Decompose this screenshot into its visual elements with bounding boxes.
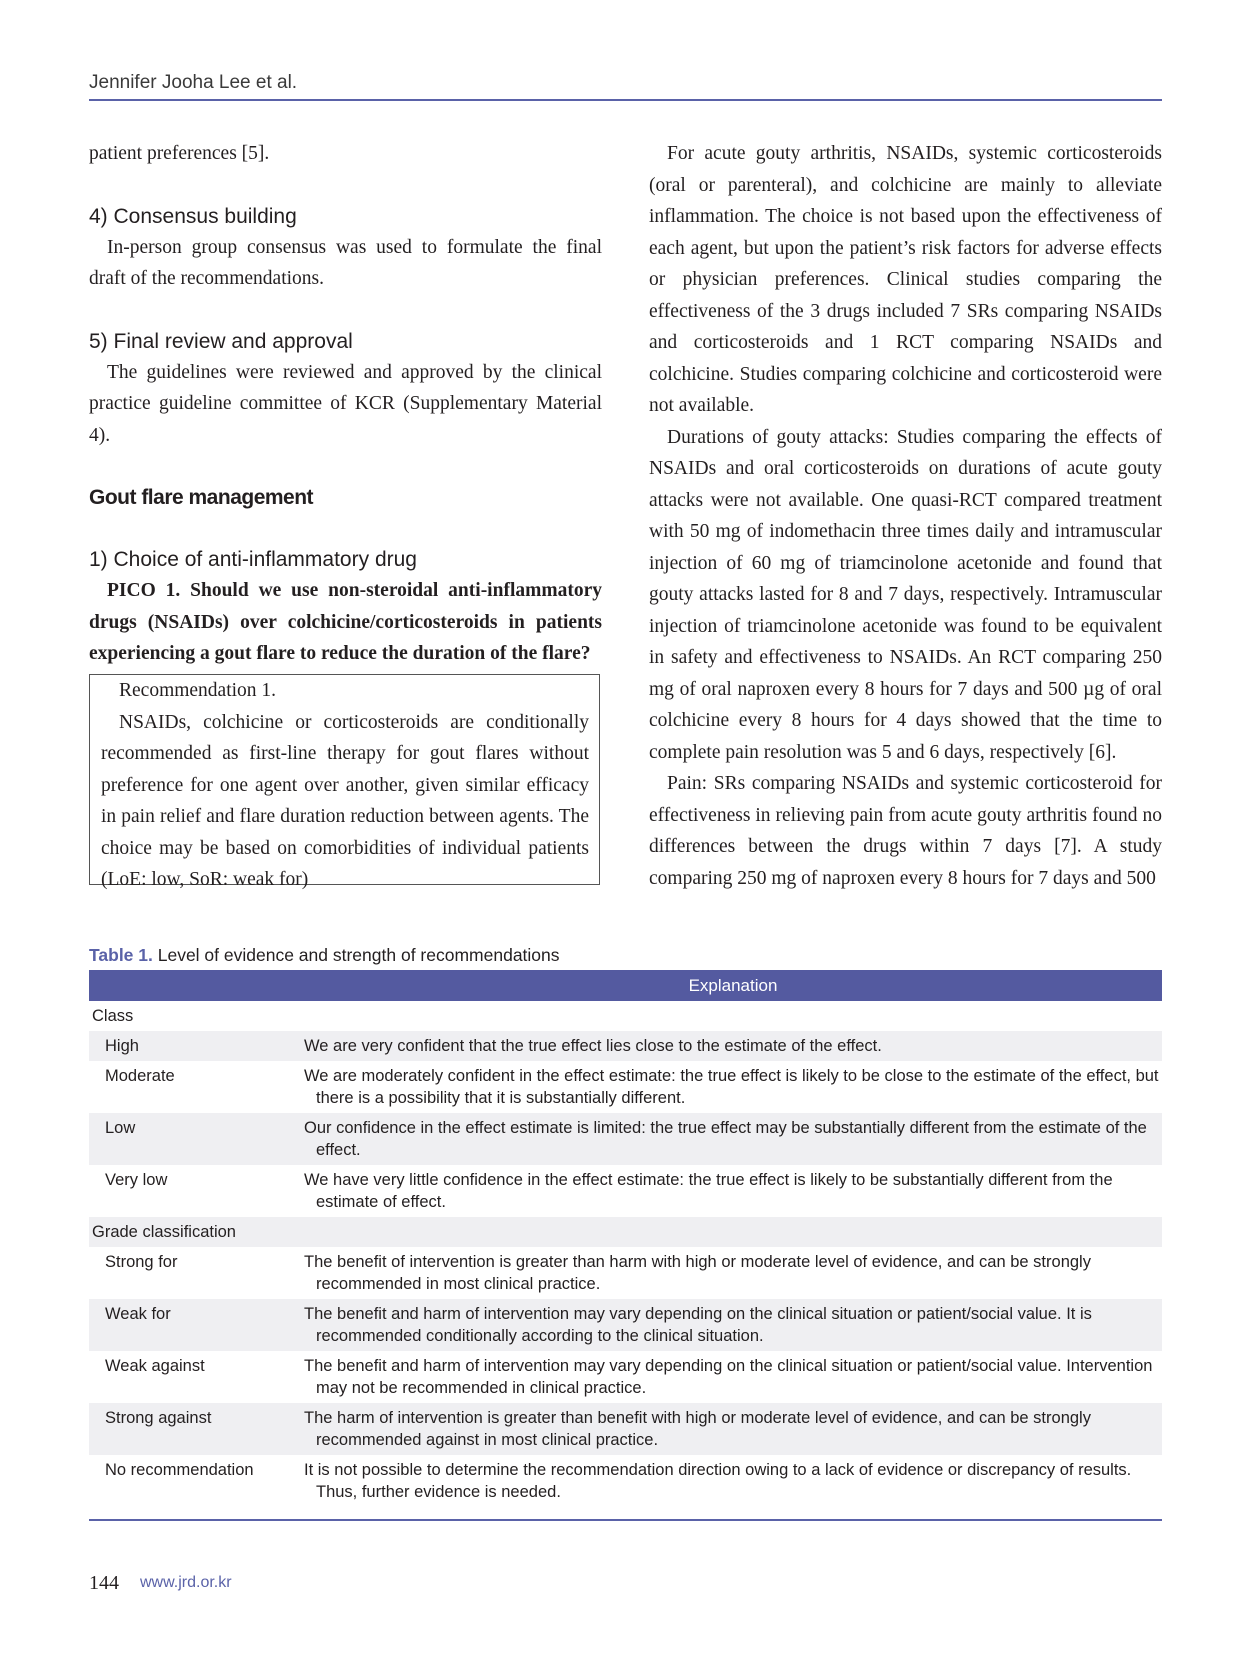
pico-question: PICO 1. Should we use non-steroidal anti-inflammatory drugs (NSAIDs) over colchicine/corticosteroids in patients experiencing a gout flare to reduce the duration of the flare? (89, 580, 602, 664)
table-row (89, 1061, 1162, 1113)
evidence-table (89, 970, 1162, 1507)
table-row (89, 1299, 1162, 1351)
recommendation-title: Recommendation 1. (119, 680, 277, 701)
row-explanation: It is not possible to determine the recommendation direction owing to a lack of evidence or discrepancy of results. Thus, further evidence is needed. (304, 1461, 1132, 1501)
paragraph: For acute gouty arthritis, NSAIDs, systemic corticosteroids (oral or parenteral), and colchicine are mainly to alleviate inflammation. The choice is not based upon the effectiveness of each agent, but upon the patient’s risk factors for adverse effects or physician preferences. Clinical studies comparing the effectiveness of the 3 drugs included 7 SRs comparing NSAIDs and corticosteroids and 1 RCT comparing NSAIDs and colchicine. Studies comparing colchicine and corticosteroid were not available. (649, 143, 1162, 416)
table-row (89, 1113, 1162, 1165)
group-label: Grade classification (89, 1217, 304, 1247)
table-header-cell (89, 970, 304, 1001)
journal-url-link[interactable]: www.jrd.or.kr (140, 1574, 232, 1591)
table-group-row (89, 1217, 1162, 1247)
running-header-author: Jennifer Jooha Lee et al. (89, 72, 298, 93)
table-row (89, 1031, 1162, 1061)
row-explanation: We are very confident that the true effect lies close to the estimate of the effect. (304, 1037, 882, 1055)
subsection-heading: 5) Final review and approval (89, 329, 353, 353)
paragraph: In-person group consensus was used to formulate the final draft of the recommendations. (89, 236, 602, 289)
row-label: Very low (105, 1171, 168, 1189)
table-row (89, 1455, 1162, 1507)
paragraph: Durations of gouty attacks: Studies comparing the effects of NSAIDs and oral corticosteroids on durations of acute gouty attacks were not available. One quasi-RCT compared treatment with 50 mg of indomethacin three times daily and intramuscular injection of 60 mg of triamcinolone acetonide and found that gouty attacks lasted for 8 and 7 days, respectively. Intramuscular injection of triamcinolone acetonide was found to be equivalent in safety and effectiveness to NSAIDs. An RCT comparing 250 mg of oral naproxen every 8 hours for 7 days and 500 µg of oral colchicine every 8 hours for 4 days showed that the time to complete pain resolution was 5 and 6 days, respectively [6]. (649, 426, 1162, 763)
table-bottom-rule (89, 1519, 1162, 1521)
table-row (89, 1351, 1162, 1403)
subsection-heading: 1) Choice of anti-inflammatory drug (89, 548, 417, 571)
row-explanation: The harm of intervention is greater than benefit with high or moderate level of evidence, and can be strongly recommended against in most clinical practice. (304, 1409, 1091, 1449)
row-label: No recommendation (105, 1461, 254, 1479)
row-label: Weak for (89, 1299, 304, 1351)
row-explanation: The benefit and harm of intervention may vary depending on the clinical situation or patient/social value. It is recommended conditionally according to the clinical situation. (304, 1305, 1092, 1345)
row-label: Strong for (105, 1253, 178, 1271)
recommendation-box (89, 674, 600, 890)
left-column (89, 138, 602, 670)
table-group-row (89, 1001, 1162, 1031)
page-number: 144 (89, 1572, 119, 1594)
table-caption-text: Level of evidence and strength of recommendations (152, 945, 560, 965)
table-header-row (89, 970, 1162, 1001)
row-label: High (89, 1031, 304, 1061)
table-header-cell: Explanation (304, 970, 1162, 1001)
header-divider (89, 99, 1162, 101)
section-heading: Gout flare management (89, 486, 314, 509)
paragraph: Pain: SRs comparing NSAIDs and systemic corticosteroid for effectiveness in relieving pain from acute gouty arthritis found no differences between the drugs within 7 days [7]. A study comparing 250 mg of naproxen every 8 hours for 7 days and 500 (649, 773, 1162, 889)
row-label: Low (89, 1113, 304, 1165)
row-explanation: We have very little confidence in the effect estimate: the true effect is likely to be substantially different from the estimate of effect. (304, 1171, 1113, 1211)
table-caption-label: Table 1. (89, 945, 153, 965)
recommendation-text: NSAIDs, colchicine or corticosteroids are conditionally recommended as first-line therapy for gout flares without preference for one agent over another, given similar efficacy in pain relief and flare duration reduction between agents. The choice may be based on comorbidities of individual patients (LoE: low, SoR: weak for) (101, 711, 589, 890)
subsection-heading: 4) Consensus building (89, 204, 297, 228)
row-label: Moderate (105, 1067, 175, 1085)
row-explanation: We are moderately confident in the effect estimate: the true effect is likely to be close to the estimate of the effect, but there is a possibility that it is substantially different. (304, 1067, 1159, 1107)
table-row (89, 1403, 1162, 1455)
row-explanation: The benefit of intervention is greater than harm with high or moderate level of evidence, and can be strongly recommended in most clinical practice. (304, 1253, 1091, 1293)
paragraph: The guidelines were reviewed and approved by the clinical practice guideline committee of KCR (Supplementary Material 4). (89, 361, 602, 446)
paragraph: patient preferences [5]. (89, 143, 270, 164)
row-label: Weak against (105, 1357, 205, 1375)
group-label: Class (92, 1007, 134, 1025)
row-explanation: The benefit and harm of intervention may vary depending on the clinical situation or patient/social value. Intervention may not be recommended in clinical practice. (304, 1357, 1153, 1397)
row-explanation: Our confidence in the effect estimate is limited: the true effect may be substantially different from the estimate of the effect. (304, 1119, 1147, 1159)
table-row (89, 1247, 1162, 1299)
table-row (89, 1165, 1162, 1217)
row-label: Strong against (89, 1403, 304, 1455)
right-column (649, 138, 1162, 894)
table-caption (89, 945, 560, 966)
